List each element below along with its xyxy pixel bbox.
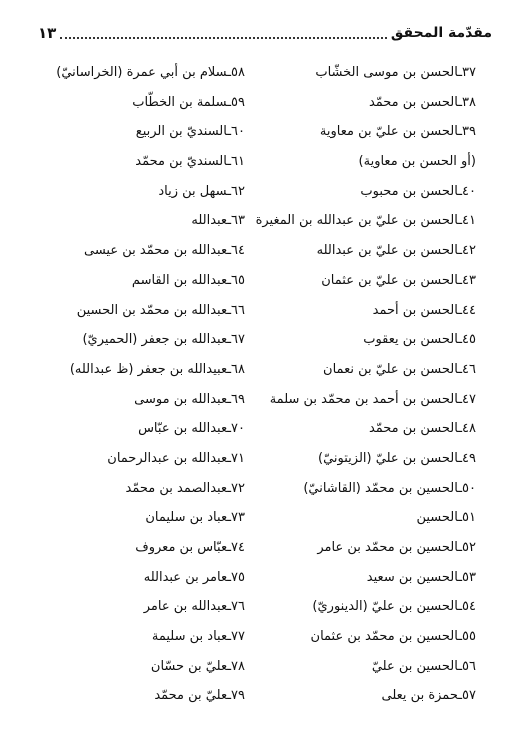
- list-item: ٤٧ـالحسن بن أحمد بن محمّد بن سلمة: [269, 391, 476, 407]
- list-item: ٦١ـالسنديّ بن محمّد: [135, 154, 245, 170]
- dotted-leader: [60, 27, 387, 39]
- list-item: ٣٧ـالحسن بن موسى الخشّاب: [315, 65, 476, 80]
- list-item: ٥٥ـالحسين بن محمّد بن عثمان: [310, 629, 476, 645]
- list-item: ٣٨ـالحسن بن محمّد: [368, 94, 476, 110]
- list-item: ٧٧ـعباد بن سليمة: [151, 629, 245, 645]
- running-title: مقدّمة المحقق: [390, 25, 492, 41]
- page-number: ١٣: [38, 24, 57, 42]
- list-item: ٦٩ـعبدالله بن موسى: [134, 391, 245, 407]
- list-item: (أو الحسن بن معاوية): [358, 154, 476, 170]
- list-item: ٦٢ـسهل بن زياد: [158, 183, 245, 199]
- list-item: ٧٨ـعليّ بن حسّان: [150, 658, 245, 674]
- right-column: [255, 58, 476, 711]
- list-item: ٧٤ـعبّاس بن معروف: [135, 540, 245, 555]
- list-item: ٣٩ـالحسن بن عليّ بن معاوية: [319, 124, 476, 140]
- list-item: ٥٠ـالحسين بن محمّد (القاشانيّ): [303, 480, 476, 496]
- list-item: ٤٥ـالحسن بن يعقوب: [363, 332, 476, 348]
- list-item: ٥٩ـسلمة بن الخطّاب: [132, 94, 245, 110]
- list-item: ٥١ـالحسين: [416, 510, 476, 526]
- list-item: ٦٤ـعبدالله بن محمّد بن عيسى: [83, 243, 245, 259]
- list-item: ٧١ـعبدالله بن عبدالرحمان: [107, 450, 245, 466]
- list-item: ٥٣ـالحسين بن سعيد: [366, 569, 476, 585]
- list-item: ٤٨ـالحسن بن محمّد: [368, 421, 476, 437]
- list-item: ٦٥ـعبدالله بن القاسم: [131, 272, 245, 288]
- list-item: ٥٤ـالحسين بن عليّ (الدينوريّ): [312, 599, 476, 615]
- list-item: ٦٦ـعبدالله بن محمّد بن الحسين: [76, 302, 245, 318]
- list-item: ٤٤ـالحسن بن أحمد: [372, 302, 476, 318]
- list-item: ٤٦ـالحسن بن عليّ بن نعمان: [323, 361, 476, 377]
- list-item: ٤٩ـالحسن بن عليّ (الزيتونيّ): [318, 450, 476, 466]
- list-item: ٥٢ـالحسين بن محمّد بن عامر: [317, 540, 476, 555]
- list-item: ٤١ـالحسن بن عليّ بن عبدالله بن المغيرة: [255, 213, 476, 229]
- list-item: ٦٧ـعبدالله بن جعفر (الحميريّ): [82, 332, 245, 348]
- list-item: ٤٣ـالحسن بن عليّ بن عثمان: [321, 272, 476, 288]
- list-item: ٦٠ـالسنديّ بن الربيع: [135, 124, 245, 140]
- list-item: ٧٢ـعبدالصمد بن محمّد: [125, 480, 245, 496]
- list-item: ٧٠ـعبدالله بن عبّاس: [138, 421, 245, 437]
- list-item: ٧٦ـعبدالله بن عامر: [143, 599, 245, 615]
- page-header: [38, 22, 492, 44]
- list-item: ٤٠ـالحسن بن محبوب: [360, 183, 476, 199]
- list-item: ٧٣ـعباد بن سليمان: [145, 510, 245, 526]
- list-item: ٦٣ـعبدالله: [191, 213, 245, 229]
- list-item: ٥٦ـالحسين بن عليّ: [371, 658, 476, 674]
- list-item: ٧٥ـعامر بن عبدالله: [143, 569, 245, 585]
- left-column: [30, 58, 245, 711]
- list-item: ٧٩ـعليّ بن محمّد: [154, 688, 245, 704]
- list-item: ٦٨ـعبيدالله بن جعفر (ظ عبدالله): [69, 361, 245, 377]
- list-item: ٥٨ـسلام بن أبي عمرة (الخراسانيّ): [56, 65, 245, 80]
- list-item: ٥٧ـحمزة بن يعلى: [381, 688, 476, 704]
- list-item: ٤٢ـالحسن بن عليّ بن عبدالله: [316, 243, 476, 259]
